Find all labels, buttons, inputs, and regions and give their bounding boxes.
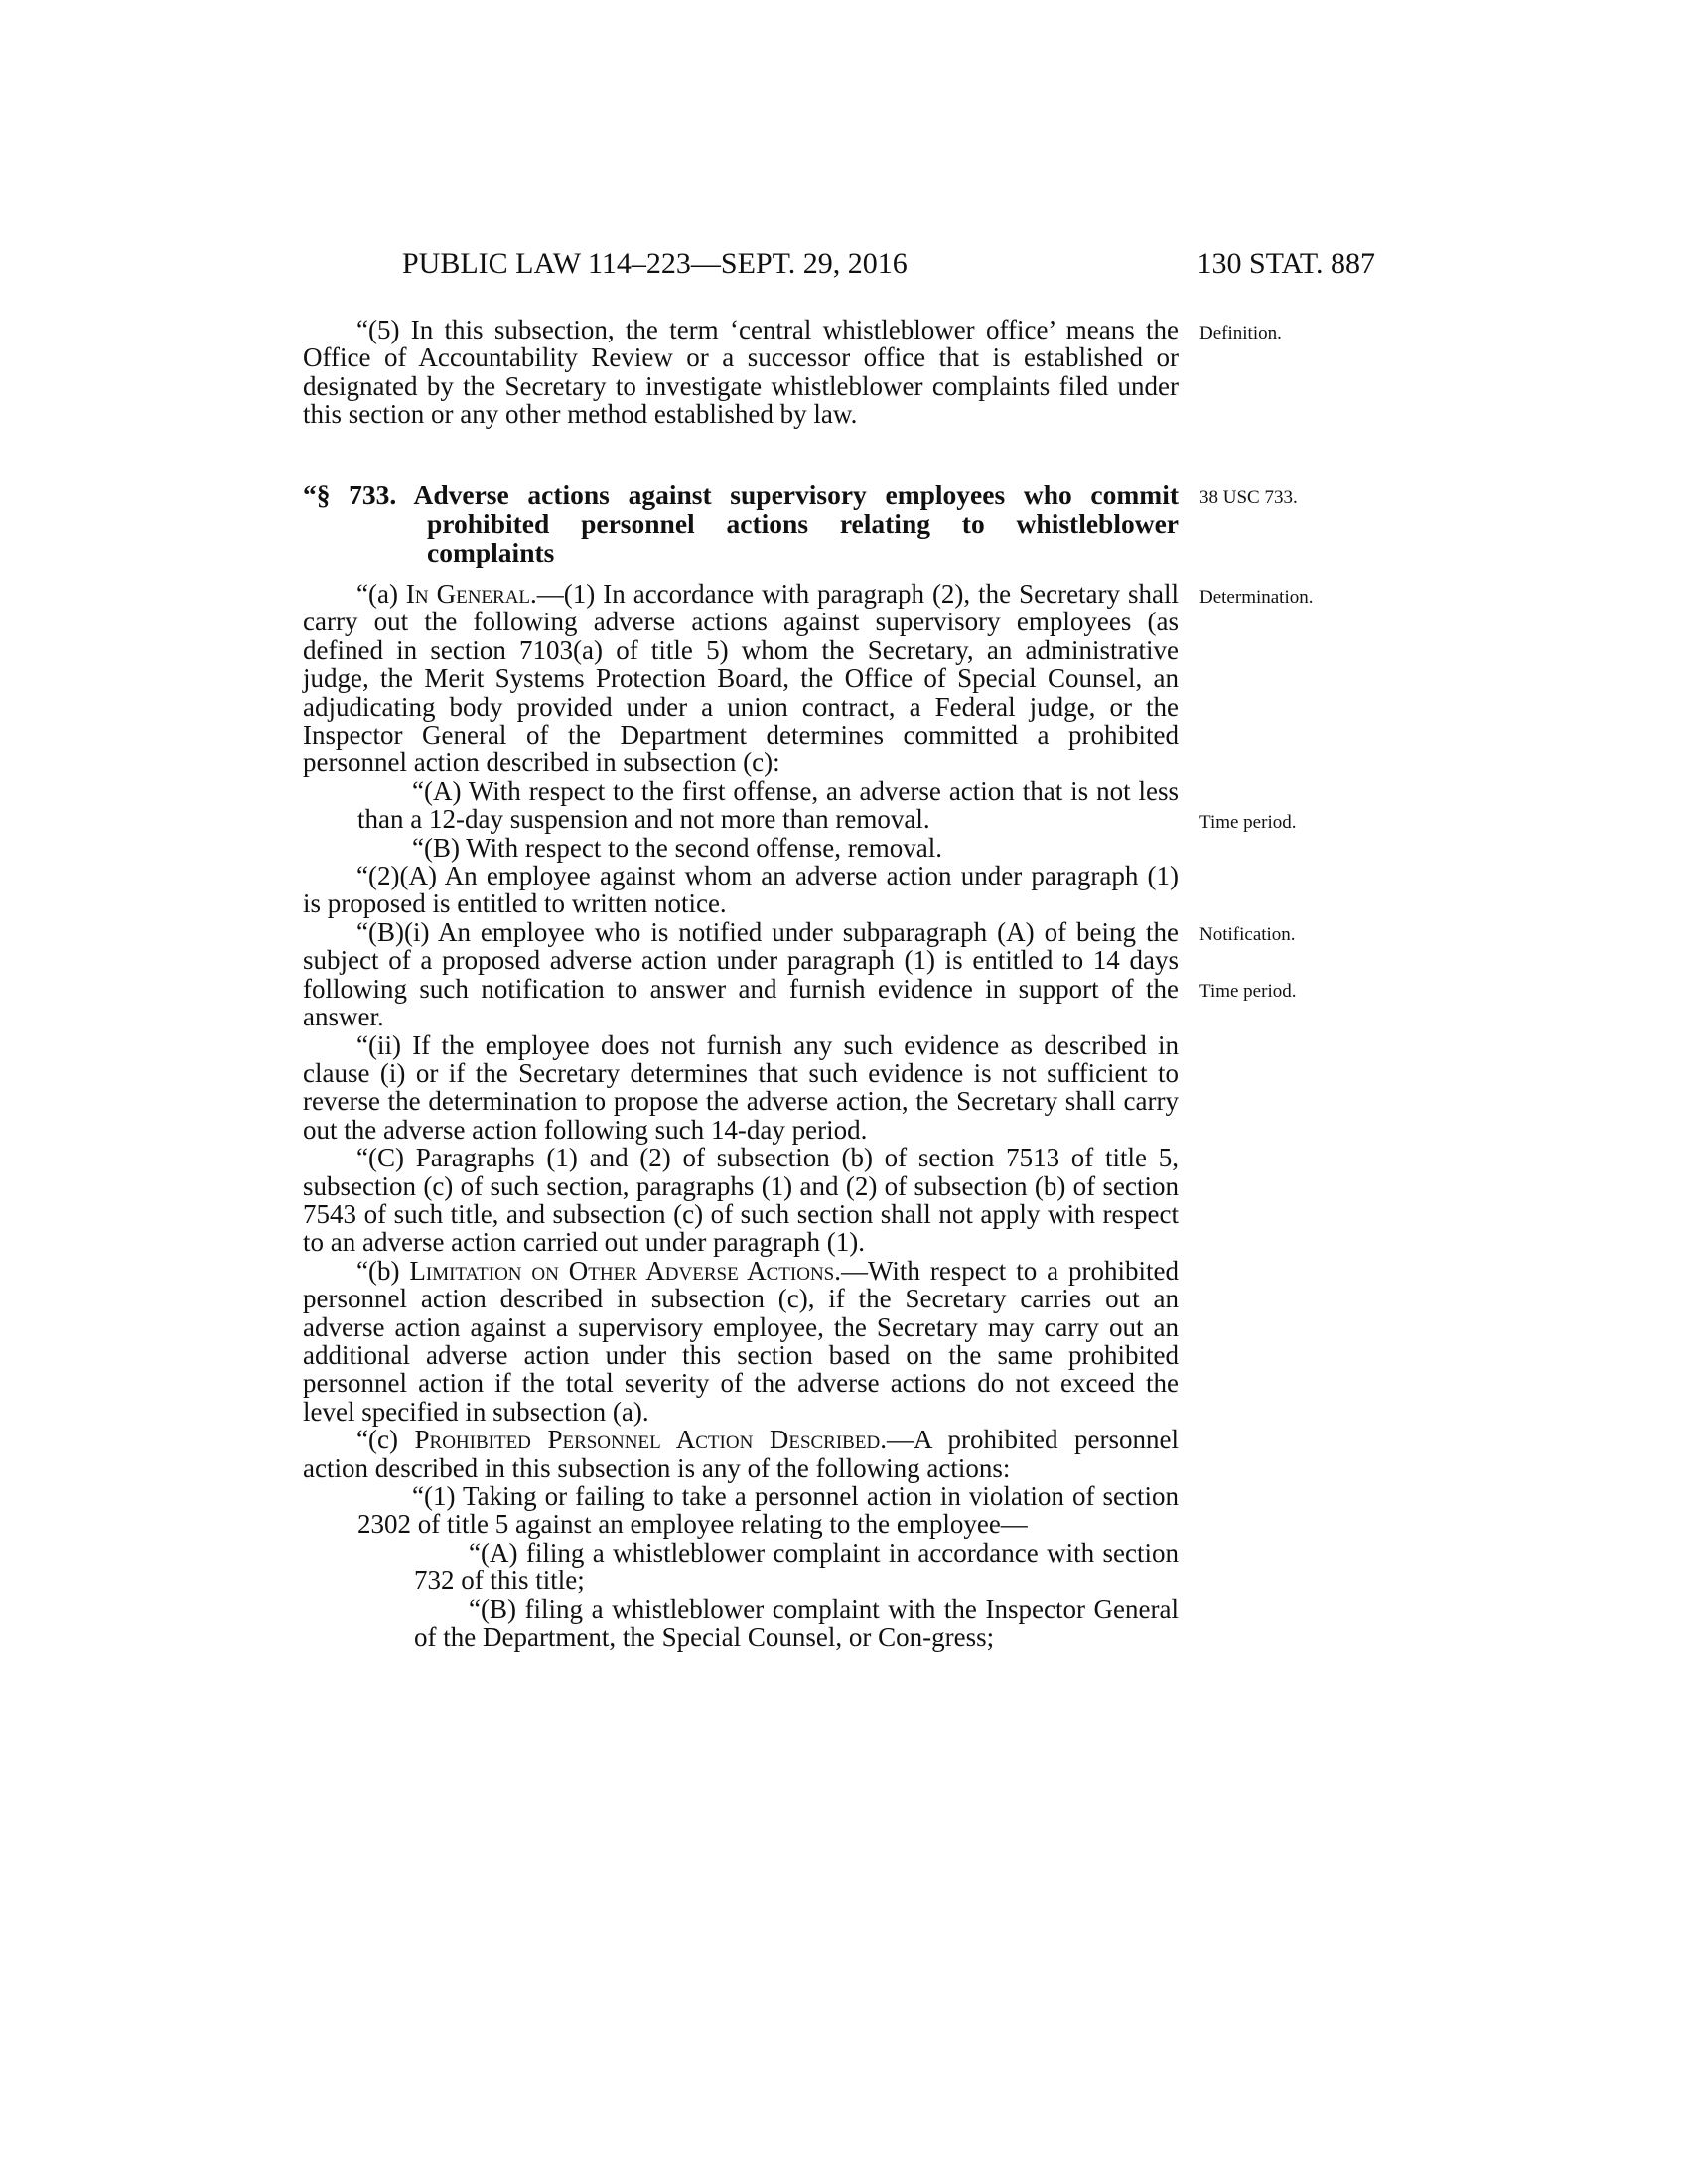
section-body	[303, 580, 1179, 1651]
subsection-b	[303, 1257, 1179, 1426]
margin-note-time-period-1: Time period.	[1199, 812, 1297, 833]
paragraph-c1: “(1) Taking or failing to take a personnel action in violation of section 2302 of title 5 against an employee relating to the employee—	[357, 1481, 1179, 1540]
subsection-c-caption: Prohibited Personnel Action Described	[414, 1425, 881, 1455]
page-header	[402, 244, 1375, 284]
margin-note-notification: Notification.	[1199, 924, 1296, 945]
subsection-c	[303, 1426, 1179, 1482]
paragraph-a1B: “(B) With respect to the second offense, removal.	[412, 832, 942, 863]
paragraph-a2Bi: “(B)(i) An employee who is notified under subparagraph (A) of being the subject of a proposed adverse action under paragraph (1) is entitled to 14 days following such notification to answer and furnish evidence in support of the answer.	[303, 916, 1179, 1032]
paragraph-5-block	[303, 316, 1179, 429]
subsection-a-prefix: “(a)	[356, 579, 406, 609]
subsection-c-text: .—A prohibited personnel action described in this subsection is any of the following actions:	[303, 1425, 1179, 1483]
subsection-b-text: .—With respect to a prohibited personnel action described in subsection (c), if the Secretary carries out an adverse action against a supervisory employee, the Secretary may carry out an additional adverse action under this section based on the same prohibited personnel action if the total severity of the adverse actions do not exceed the level specified in subsection (a).	[303, 1255, 1179, 1427]
subsection-b-caption: Limitation on Other Adverse Actions	[409, 1255, 835, 1286]
section-heading-block	[303, 480, 1179, 567]
subsection-a	[303, 580, 1179, 777]
margin-note-usc: 38 USC 733.	[1199, 487, 1298, 508]
margin-note-time-period-2: Time period.	[1199, 981, 1297, 1002]
margin-note-definition: Definition.	[1199, 323, 1282, 343]
subsection-c-prefix: “(c)	[356, 1425, 415, 1455]
margin-note-determination: Determination.	[1199, 587, 1314, 608]
paragraph-a2A: “(2)(A) An employee against whom an adverse action under paragraph (1) is proposed is entitled to written notice.	[303, 861, 1179, 919]
subsection-b-prefix: “(b)	[356, 1255, 410, 1286]
paragraph-a2C: “(C) Paragraphs (1) and (2) of subsection (b) of section 7513 of title 5, subsection (c) of such section, paragraphs (1) and (2) of subsection (b) of section 7543 of such title, and subsection (c) of such section shall not apply with respect to an adverse action carried out under paragraph (1).	[303, 1143, 1179, 1258]
section-heading: “§ 733. Adverse actions against supervisory employees who commit prohibited personnel actions relating to whistleblower complaints	[303, 479, 1179, 568]
header-citation: PUBLIC LAW 114–223—SEPT. 29, 2016	[402, 247, 908, 280]
header-page-number: 130 STAT. 887	[1196, 247, 1375, 280]
paragraph-a2Bii: “(ii) If the employee does not furnish any such evidence as described in clause (i) or if the Secretary determines that such evidence is not sufficient to reverse the determination to propose the adverse action, the Secretary shall carry out the adverse action following such 14-day period.	[303, 1029, 1179, 1145]
paragraph-c1B: “(B) filing a whistleblower complaint with the Inspector General of the Department, the Special Counsel, or Con-gress;	[414, 1593, 1179, 1653]
subsection-a-text: .—(1) In accordance with paragraph (2), the Secretary shall carry out the following adverse actions against supervisory employees (as defined in section 7103(a) of title 5) whom the Secretary, an administrative judge, the Merit Systems Protection Board, the Office of Special Counsel, an adjudicating body provided under a union contract, a Federal judge, or the Inspector General of the Department determines committed a prohibited personnel action described in subsection (c):	[303, 579, 1179, 778]
paragraph-5: “(5) In this subsection, the term ‘central whistleblower office’ means the Office of Accountability Review or a successor office that is established or designated by the Secretary to investigate whistleblower complaints filed under this section or any other method established by law.	[303, 315, 1179, 430]
subsection-a-caption: In General	[405, 579, 531, 609]
paragraph-a1A: “(A) With respect to the first offense, an adverse action that is not less than a 12-day suspension and not more than removal.	[357, 775, 1179, 835]
paragraph-c1A: “(A) filing a whistleblower complaint in accordance with section 732 of this title;	[414, 1537, 1179, 1596]
